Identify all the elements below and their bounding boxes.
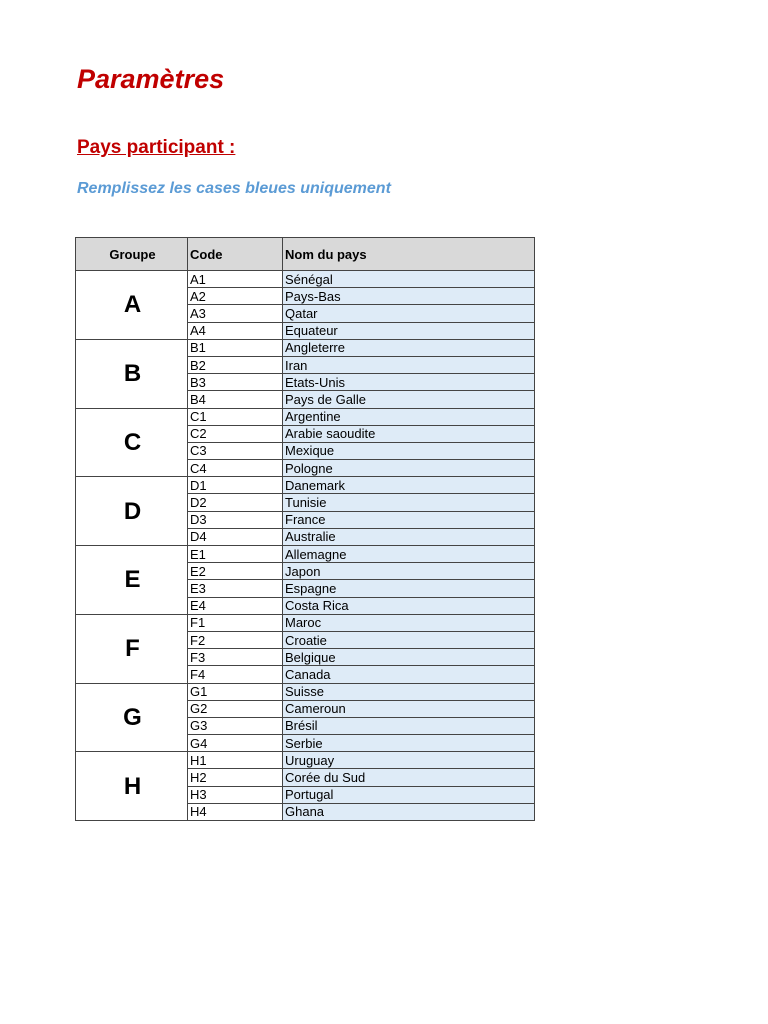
group-letter: H — [76, 752, 188, 821]
team-code-cell: H4 — [188, 803, 283, 820]
country-name-cell[interactable]: Pays de Galle — [283, 391, 535, 408]
team-code-cell: E2 — [188, 563, 283, 580]
table-row — [76, 683, 535, 700]
team-code-cell: E1 — [188, 546, 283, 563]
country-name-cell[interactable]: Corée du Sud — [283, 769, 535, 786]
country-name-cell[interactable]: Portugal — [283, 786, 535, 803]
table-body — [76, 271, 535, 821]
table-row — [76, 477, 535, 494]
team-code-cell: H3 — [188, 786, 283, 803]
team-code-cell: B3 — [188, 374, 283, 391]
country-name-cell[interactable]: Cameroun — [283, 700, 535, 717]
header-group: Groupe — [76, 238, 188, 271]
country-name-cell[interactable]: Australie — [283, 528, 535, 545]
table-row — [76, 271, 535, 288]
countries-table — [75, 237, 535, 821]
team-code-cell: A3 — [188, 305, 283, 322]
table-row — [76, 614, 535, 631]
table-row — [76, 546, 535, 563]
team-code-cell: B4 — [188, 391, 283, 408]
team-code-cell: C1 — [188, 408, 283, 425]
team-code-cell: A4 — [188, 322, 283, 339]
country-name-cell[interactable]: Allemagne — [283, 546, 535, 563]
team-code-cell: D4 — [188, 528, 283, 545]
team-code-cell: E4 — [188, 597, 283, 614]
team-code-cell: G3 — [188, 717, 283, 734]
country-name-cell[interactable]: Croatie — [283, 631, 535, 648]
country-name-cell[interactable]: Suisse — [283, 683, 535, 700]
country-name-cell[interactable]: Etats-Unis — [283, 374, 535, 391]
team-code-cell: B2 — [188, 356, 283, 373]
country-name-cell[interactable]: Danemark — [283, 477, 535, 494]
country-name-cell[interactable]: Japon — [283, 563, 535, 580]
country-name-cell[interactable]: France — [283, 511, 535, 528]
team-code-cell: D1 — [188, 477, 283, 494]
team-code-cell: A2 — [188, 288, 283, 305]
section-title: Pays participant : — [77, 137, 236, 158]
group-letter: E — [76, 546, 188, 615]
country-name-cell[interactable]: Canada — [283, 666, 535, 683]
group-letter: F — [76, 614, 188, 683]
country-name-cell[interactable]: Serbie — [283, 735, 535, 752]
team-code-cell: F4 — [188, 666, 283, 683]
team-code-cell: C2 — [188, 425, 283, 442]
country-name-cell[interactable]: Mexique — [283, 442, 535, 459]
country-name-cell[interactable]: Pologne — [283, 460, 535, 477]
team-code-cell: G2 — [188, 700, 283, 717]
team-code-cell: H2 — [188, 769, 283, 786]
country-name-cell[interactable]: Belgique — [283, 649, 535, 666]
table-row — [76, 408, 535, 425]
table-row — [76, 752, 535, 769]
team-code-cell: F2 — [188, 631, 283, 648]
team-code-cell: C4 — [188, 460, 283, 477]
country-name-cell[interactable]: Costa Rica — [283, 597, 535, 614]
country-name-cell[interactable]: Iran — [283, 356, 535, 373]
country-name-cell[interactable]: Pays-Bas — [283, 288, 535, 305]
country-name-cell[interactable]: Maroc — [283, 614, 535, 631]
team-code-cell: H1 — [188, 752, 283, 769]
country-name-cell[interactable]: Espagne — [283, 580, 535, 597]
instruction-text: Remplissez les cases bleues uniquement — [77, 180, 391, 197]
page-title: Paramètres — [77, 64, 225, 94]
country-name-cell[interactable]: Argentine — [283, 408, 535, 425]
group-letter: D — [76, 477, 188, 546]
team-code-cell: A1 — [188, 271, 283, 288]
group-letter: C — [76, 408, 188, 477]
header-name: Nom du pays — [283, 238, 535, 271]
country-name-cell[interactable]: Arabie saoudite — [283, 425, 535, 442]
header-code: Code — [188, 238, 283, 271]
country-name-cell[interactable]: Equateur — [283, 322, 535, 339]
team-code-cell: F3 — [188, 649, 283, 666]
team-code-cell: G4 — [188, 735, 283, 752]
country-name-cell[interactable]: Qatar — [283, 305, 535, 322]
header-row — [76, 238, 535, 271]
team-code-cell: B1 — [188, 339, 283, 356]
group-letter: B — [76, 339, 188, 408]
team-code-cell: E3 — [188, 580, 283, 597]
team-code-cell: D3 — [188, 511, 283, 528]
team-code-cell: C3 — [188, 442, 283, 459]
country-name-cell[interactable]: Ghana — [283, 803, 535, 820]
team-code-cell: F1 — [188, 614, 283, 631]
country-name-cell[interactable]: Tunisie — [283, 494, 535, 511]
country-name-cell[interactable]: Sénégal — [283, 271, 535, 288]
country-name-cell[interactable]: Uruguay — [283, 752, 535, 769]
table-row — [76, 339, 535, 356]
group-letter: G — [76, 683, 188, 752]
country-name-cell[interactable]: Angleterre — [283, 339, 535, 356]
group-letter: A — [76, 271, 188, 340]
team-code-cell: G1 — [188, 683, 283, 700]
country-name-cell[interactable]: Brésil — [283, 717, 535, 734]
team-code-cell: D2 — [188, 494, 283, 511]
